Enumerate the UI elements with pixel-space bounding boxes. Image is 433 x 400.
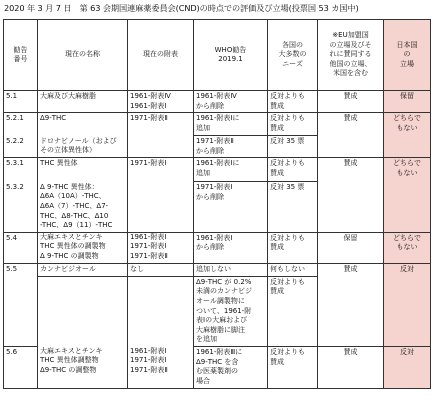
- row-needs: 反対よりも 賛成: [268, 113, 318, 136]
- header-current: 現在の附表: [128, 20, 194, 91]
- row-current: 1971-附表Ⅱ: [128, 113, 194, 158]
- table-row: [4, 263, 431, 276]
- row-who: 1961-附表Ⅰ から削除: [194, 232, 268, 263]
- row-needs: 反対 35 票: [268, 136, 318, 158]
- row-needs: 反対よりも 賛成: [268, 276, 318, 346]
- header-name: 現在の名称: [38, 20, 128, 91]
- evaluation-table: [3, 19, 431, 389]
- row-eu: 賛成: [318, 263, 384, 346]
- row-current: 1961-附表Ⅰ 1971-附表Ⅰ 1971-附表Ⅱ: [128, 232, 194, 263]
- row-name-empty: [38, 276, 128, 346]
- row-who: 1961-附表Ⅳ から削除: [194, 91, 268, 113]
- row-who: 1971-附表Ⅰ から削除: [194, 182, 268, 232]
- row-number: 5.2.1: [4, 113, 38, 136]
- row-japan: 保留: [384, 91, 431, 113]
- table-row: [4, 158, 431, 182]
- row-who: 追加しない: [194, 263, 268, 276]
- row-name: カンナビジオール: [38, 263, 128, 276]
- row-eu: 賛成: [318, 347, 384, 389]
- row-needs: 反対よりも 賛成: [268, 158, 318, 182]
- row-name: 大麻及び大麻樹脂: [38, 91, 128, 113]
- row-japan: 反対: [384, 347, 431, 389]
- header-needs: 各国の 大多数の ニーズ: [268, 20, 318, 91]
- row-eu: 賛成: [318, 158, 384, 232]
- row-number: 5.2.2: [4, 136, 38, 158]
- row-current: 1971-附表Ⅰ: [128, 158, 194, 232]
- row-number: 5.3.1: [4, 158, 38, 182]
- row-needs: 何もしない: [268, 263, 318, 276]
- row-needs: 反対よりも 賛成: [268, 232, 318, 263]
- row-needs: 反対よりも 賛成: [268, 347, 318, 389]
- row-who: 1961-附表Ⅰに 追加: [194, 158, 268, 182]
- row-who: 1971-附表Ⅱ から削除: [194, 136, 268, 158]
- row-who: Δ9-THC が 0.2% 未満のカンナビジ オール調製物に ついて、1961-附 表Ⅰの大麻および 大麻樹脂に脚注 を追加: [194, 276, 268, 346]
- row-name: ドロナビノール（および その立体異性体）: [38, 136, 128, 158]
- row-needs: 反対よりも 賛成: [268, 91, 318, 113]
- row-japan: どちらで もない: [384, 158, 431, 232]
- header-who: WHO勧告 2019.1: [194, 20, 268, 91]
- header-japan: 日本国 の 立場: [384, 20, 431, 91]
- row-number: 5.3.2: [4, 182, 38, 232]
- row-name: Δ9-THC: [38, 113, 128, 136]
- header-eu: ※EU加盟国 の立場及びそ れに賛同する 他国の立場、 米国を含む: [318, 20, 384, 91]
- row-eu: 保留: [318, 232, 384, 263]
- row-japan: どちらで もない: [384, 232, 431, 263]
- row-eu: 賛成: [318, 113, 384, 158]
- header-row: [4, 20, 431, 91]
- row-who: 1961-附表Ⅲに Δ9-THC を含 む医薬製剤の 場合: [194, 347, 268, 389]
- row-current: 1961-附表Ⅰ 1971-附表Ⅰ 1971-附表Ⅱ: [128, 347, 194, 389]
- row-name: Δ 9-THC 異性体： Δ6A（10A）-THC、 Δ6A（7）-THC、Δ7- THC、Δ8-THC、Δ10 -THC、Δ9（11）-THC: [38, 182, 128, 232]
- table-row: [4, 91, 431, 113]
- row-japan: どちらで もない: [384, 113, 431, 158]
- row-who: 1961-附表Ⅰに 追加: [194, 113, 268, 136]
- row-name: 大麻エキスとチンキ THC 異性体の調製物 Δ 9-THC の調製物: [38, 232, 128, 263]
- table-row: [4, 347, 431, 389]
- row-name: 大麻エキスとチンキ THC 異性体調整物 Δ9-THC の調整物: [38, 347, 128, 389]
- row-japan: 反対: [384, 263, 431, 346]
- row-current: 1961-附表Ⅳ 1961-附表Ⅰ: [128, 91, 194, 113]
- row-current-empty: [128, 276, 194, 346]
- table-row: [4, 232, 431, 263]
- row-number: 5.1: [4, 91, 38, 113]
- header-no: 勧告 番号: [4, 20, 38, 91]
- row-number: 5.6: [4, 347, 38, 389]
- row-number: 5.5: [4, 263, 38, 346]
- row-needs: 反対 35 票: [268, 182, 318, 232]
- table-row: [4, 113, 431, 136]
- row-name: THC 異性体: [38, 158, 128, 182]
- row-number: 5.4: [4, 232, 38, 263]
- page-title: 2020 年 3 月 7 日 第 63 会期国連麻薬委員会(CND)の時点での評価及び立場(投票国 53 カ国中): [4, 3, 359, 13]
- row-eu: 賛成: [318, 91, 384, 113]
- row-current: なし: [128, 263, 194, 276]
